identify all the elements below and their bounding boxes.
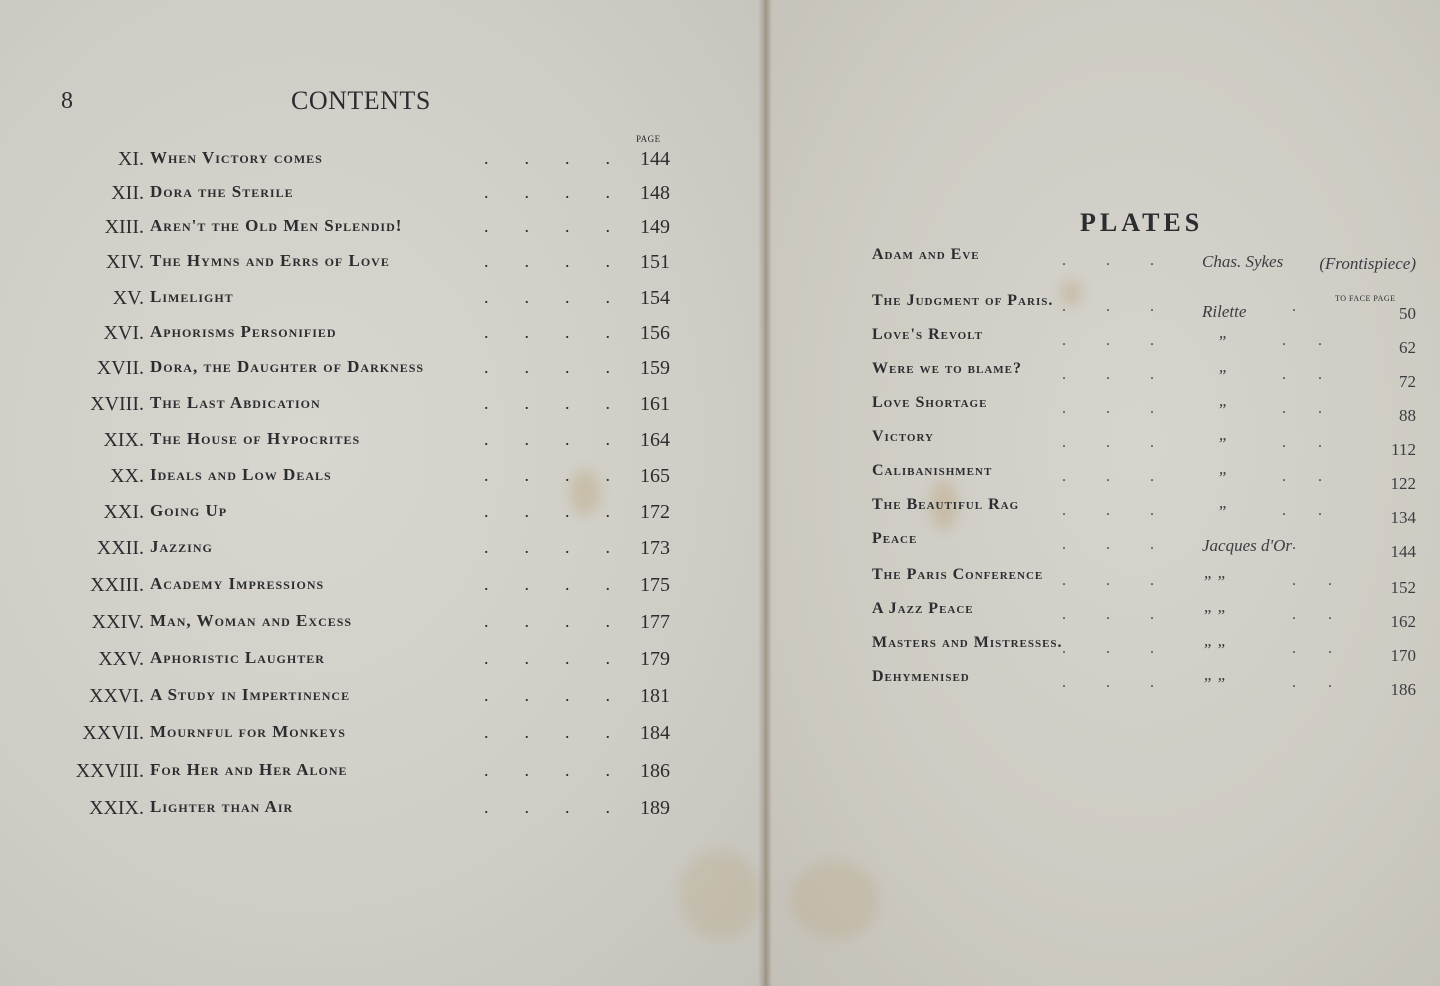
leader-dots: . . .	[1062, 674, 1154, 691]
plate-title: The Beautiful Rag	[872, 496, 1020, 513]
plate-title: Victory	[872, 428, 934, 445]
chapter-title: Aren't the Old Men Splendid!	[150, 216, 403, 235]
plate-entry	[872, 394, 1422, 424]
plate-entry	[872, 668, 1422, 698]
chapter-page: 179	[640, 648, 670, 670]
chapter-title: The House of Hypocrites	[150, 429, 361, 448]
leader-dots: . . .	[1062, 298, 1154, 315]
plate-artist: ” ”	[1202, 640, 1226, 659]
leader-dots: . . . .	[484, 148, 610, 168]
contents-entry	[0, 322, 680, 352]
chapter-page: 173	[640, 537, 670, 559]
contents-entry	[0, 574, 680, 604]
chapter-page: 159	[640, 357, 670, 379]
plate-page: 62	[1399, 338, 1416, 357]
chapter-title: Lighter than Air	[150, 797, 294, 816]
chapter-number: XXIV.	[91, 611, 144, 633]
chapter-title: Limelight	[150, 287, 234, 306]
plate-artist: ”	[1217, 502, 1227, 521]
contents-heading: CONTENTS	[291, 86, 431, 115]
leader-dots: . . . .	[484, 251, 610, 271]
leader-dots: . . .	[1062, 640, 1154, 657]
contents-entry	[0, 797, 680, 827]
paper-stain	[680, 850, 760, 940]
contents-entry	[0, 537, 680, 567]
contents-entry	[0, 287, 680, 317]
leader-dots: . .	[1282, 332, 1322, 349]
plate-title: Love's Revolt	[872, 326, 983, 343]
leader-dots: . .	[1292, 674, 1332, 691]
plate-title: Love Shortage	[872, 394, 988, 411]
chapter-number: XXVII.	[82, 722, 144, 744]
plate-page: 122	[1390, 474, 1416, 493]
chapter-number: XIV.	[106, 251, 144, 273]
plate-artist: ” ”	[1202, 674, 1226, 693]
plate-entry	[872, 496, 1422, 526]
leader-dots: . . . .	[484, 574, 610, 594]
leader-dots: . . . .	[484, 537, 610, 557]
plate-title: Were we to blame?	[872, 360, 1022, 377]
chapter-number: XX.	[110, 465, 144, 487]
chapter-page: 181	[640, 685, 670, 707]
leader-dots: . .	[1292, 606, 1332, 623]
plate-title: Adam and Eve	[872, 246, 980, 263]
plate-page: 162	[1390, 612, 1416, 631]
leader-dots: . . . .	[484, 216, 610, 236]
contents-entry	[0, 357, 680, 387]
plate-page: 134	[1390, 508, 1416, 527]
plate-entry	[872, 634, 1422, 664]
plate-entry	[872, 462, 1422, 492]
leader-dots: . . . .	[484, 182, 610, 202]
chapter-number: XVI.	[103, 322, 144, 344]
plate-artist: ” ”	[1202, 606, 1226, 625]
plate-entry	[872, 600, 1422, 630]
chapter-page: 156	[640, 322, 670, 344]
plate-entry	[872, 530, 1422, 560]
leader-dots: . . .	[1062, 502, 1154, 519]
chapter-page: 165	[640, 465, 670, 487]
leader-dots: . . . .	[484, 760, 610, 780]
plate-page: 112	[1391, 440, 1416, 459]
plate-artist: ”	[1217, 332, 1227, 351]
leader-dots: . . . .	[484, 722, 610, 742]
plate-artist: ”	[1217, 366, 1227, 385]
leader-dots: . .	[1292, 640, 1332, 657]
plate-title: Dehymenised	[872, 668, 970, 685]
chapter-page: 172	[640, 501, 670, 523]
contents-entry	[0, 722, 680, 752]
chapter-number: XXI.	[103, 501, 144, 523]
chapter-number: XXV.	[98, 648, 144, 670]
leader-dots: . . . .	[484, 357, 610, 377]
leader-dots: . . .	[1062, 332, 1154, 349]
paper-stain	[790, 860, 880, 940]
plate-entry	[872, 292, 1422, 322]
plate-artist: Chas. Sykes	[1202, 252, 1284, 271]
chapter-title: Dora, the Daughter of Darkness	[150, 357, 425, 376]
leader-dots: . .	[1292, 572, 1332, 589]
contents-entry	[0, 760, 680, 790]
contents-entry	[0, 251, 680, 281]
leader-dots: .	[1292, 536, 1296, 553]
book-spine	[758, 0, 772, 986]
contents-entry	[0, 429, 680, 459]
plate-page: 88	[1399, 406, 1416, 425]
plate-artist: ”	[1217, 468, 1227, 487]
contents-entry	[0, 501, 680, 531]
plate-page: 72	[1399, 372, 1416, 391]
leader-dots: . . .	[1062, 434, 1154, 451]
chapter-title: A Study in Impertinence	[150, 685, 351, 704]
leader-dots: . . .	[1062, 572, 1154, 589]
leader-dots: . . .	[1062, 536, 1154, 553]
chapter-number: XV.	[112, 287, 144, 309]
contents-entry	[0, 465, 680, 495]
chapter-page: 189	[640, 797, 670, 819]
leader-dots: . .	[1282, 400, 1322, 417]
leader-dots: . .	[1282, 366, 1322, 383]
chapter-number: XXVIII.	[75, 760, 144, 782]
to-face-page-label: TO FACE PAGE	[1335, 294, 1396, 303]
chapter-title: Going Up	[150, 501, 228, 520]
chapter-title: Mournful for Monkeys	[150, 722, 346, 741]
chapter-title: Aphorisms Personified	[150, 322, 337, 341]
right-page	[766, 0, 1440, 986]
chapter-page: 151	[640, 251, 670, 273]
leader-dots: . . . .	[484, 287, 610, 307]
chapter-page: 144	[640, 148, 670, 170]
chapter-page: 149	[640, 216, 670, 238]
plate-page: 144	[1390, 542, 1416, 561]
plate-page: 186	[1390, 680, 1416, 699]
plate-title: Calibanishment	[872, 462, 993, 479]
chapter-title: When Victory comes	[150, 148, 323, 167]
leader-dots: .	[1292, 298, 1296, 315]
chapter-number: XIX.	[103, 429, 144, 451]
plate-title: Peace	[872, 530, 918, 547]
plate-artist: ” ”	[1202, 572, 1226, 591]
chapter-number: XVII.	[96, 357, 144, 379]
contents-entry	[0, 182, 680, 212]
chapter-title: Ideals and Low Deals	[150, 465, 332, 484]
plate-artist: ”	[1217, 434, 1227, 453]
chapter-number: XXVI.	[89, 685, 144, 707]
contents-entry	[0, 611, 680, 641]
chapter-title: The Last Abdication	[150, 393, 321, 412]
leader-dots: . .	[1282, 468, 1322, 485]
plate-page: (Frontispiece)	[1319, 254, 1416, 273]
leader-dots: . . . .	[484, 797, 610, 817]
plate-page: 50	[1399, 304, 1416, 323]
leader-dots: . . .	[1062, 252, 1154, 269]
leader-dots: . . . .	[484, 501, 610, 521]
leader-dots: . . . .	[484, 611, 610, 631]
leader-dots: . .	[1282, 434, 1322, 451]
plate-entry	[872, 326, 1422, 356]
chapter-number: XII.	[111, 182, 144, 204]
leader-dots: . . . .	[484, 648, 610, 668]
plate-title: The Judgment of Paris.	[872, 292, 1054, 309]
chapter-title: Man, Woman and Excess	[150, 611, 353, 630]
chapter-page: 175	[640, 574, 670, 596]
leader-dots: . . . .	[484, 393, 610, 413]
leader-dots: . . .	[1062, 606, 1154, 623]
chapter-page: 164	[640, 429, 670, 451]
leader-dots: . . .	[1062, 400, 1154, 417]
contents-entry	[0, 685, 680, 715]
chapter-page: 186	[640, 760, 670, 782]
leader-dots: . .	[1282, 502, 1322, 519]
plate-page: 170	[1390, 646, 1416, 665]
contents-entry	[0, 216, 680, 246]
chapter-title: Dora the Sterile	[150, 182, 294, 201]
plate-artist: ”	[1217, 400, 1227, 419]
chapter-number: XXII.	[96, 537, 144, 559]
plate-artist: Rilette	[1202, 302, 1247, 321]
chapter-page: 184	[640, 722, 670, 744]
chapter-number: XXIX.	[89, 797, 144, 819]
chapter-page: 148	[640, 182, 670, 204]
page-number: 8	[61, 88, 73, 114]
contents-entry	[0, 393, 680, 423]
chapter-number: XXIII.	[90, 574, 144, 596]
plate-entry	[872, 428, 1422, 458]
contents-entry	[0, 148, 680, 178]
chapter-title: Academy Impressions	[150, 574, 325, 593]
leader-dots: . . .	[1062, 366, 1154, 383]
leader-dots: . . .	[1062, 468, 1154, 485]
plate-entry	[872, 566, 1422, 596]
chapter-page: 161	[640, 393, 670, 415]
chapter-number: XI.	[117, 148, 144, 170]
contents-entry	[0, 648, 680, 678]
plate-entry	[872, 360, 1422, 390]
chapter-page: 177	[640, 611, 670, 633]
plate-artist: Jacques d'Or	[1202, 536, 1293, 555]
leader-dots: . . . .	[484, 685, 610, 705]
plates-heading: PLATES	[1080, 208, 1204, 237]
leader-dots: . . . .	[484, 322, 610, 342]
chapter-title: The Hymns and Errs of Love	[150, 251, 390, 270]
chapter-page: 154	[640, 287, 670, 309]
chapter-title: Jazzing	[150, 537, 213, 556]
plate-entry	[872, 246, 1422, 276]
plate-page: 152	[1390, 578, 1416, 597]
chapter-number: XVIII.	[90, 393, 144, 415]
chapter-title: For Her and Her Alone	[150, 760, 348, 779]
plate-title: The Paris Conference	[872, 566, 1044, 583]
page-column-label: PAGE	[636, 134, 661, 144]
leader-dots: . . . .	[484, 429, 610, 449]
chapter-number: XIII.	[104, 216, 144, 238]
plate-title: Masters and Mistresses.	[872, 634, 1063, 651]
plate-title: A Jazz Peace	[872, 600, 974, 617]
leader-dots: . . . .	[484, 465, 610, 485]
chapter-title: Aphoristic Laughter	[150, 648, 325, 667]
